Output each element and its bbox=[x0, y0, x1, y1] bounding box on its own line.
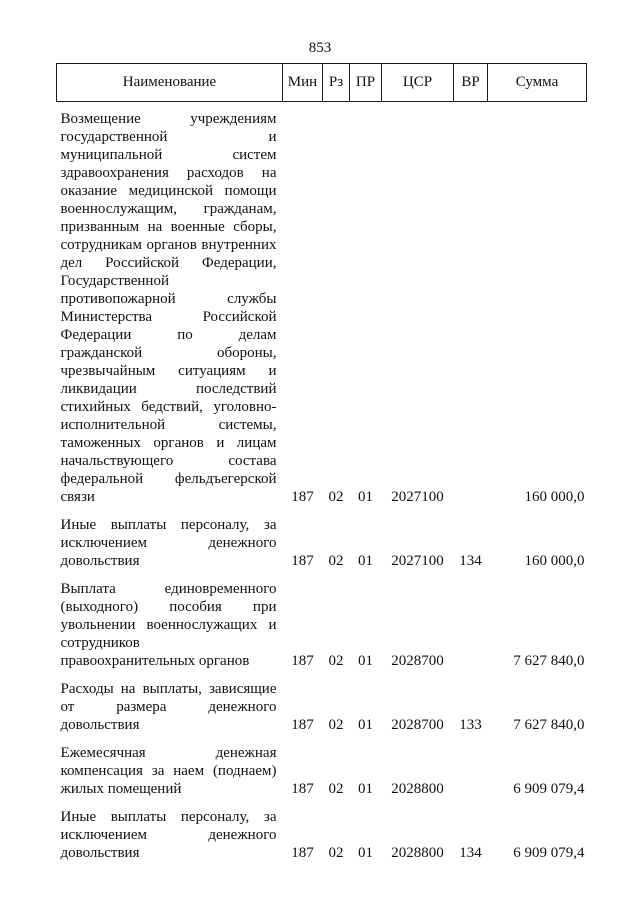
row-vr bbox=[454, 102, 488, 507]
row-min: 187 bbox=[291, 489, 314, 505]
row-min: 187 bbox=[291, 553, 314, 569]
row-rz: 02 bbox=[328, 489, 344, 505]
row-name: Выплата единовременного (выходного) пособия при увольнении военнослужащих и сотрудников правоохранительных органов bbox=[60, 581, 277, 669]
table-row bbox=[57, 744, 587, 798]
row-name: Расходы на выплаты, зависящие от размера денежного довольствия bbox=[60, 681, 277, 733]
row-vr bbox=[454, 744, 488, 798]
table-header bbox=[57, 64, 587, 102]
row-vr bbox=[454, 580, 488, 670]
header-min: Мин bbox=[283, 64, 323, 102]
row-csr: 2028800 bbox=[391, 781, 444, 797]
page-number: 853 bbox=[308, 40, 332, 56]
row-sum: 7 627 840,0 bbox=[513, 717, 585, 733]
row-pr: 01 bbox=[358, 489, 373, 505]
row-rz: 02 bbox=[328, 845, 344, 861]
row-rz: 02 bbox=[328, 781, 344, 797]
table-row bbox=[57, 808, 587, 862]
row-spacer bbox=[57, 734, 587, 744]
row-sum: 6 909 079,4 bbox=[513, 781, 585, 797]
row-name: Иные выплаты персоналу, за исключением денежного довольствия bbox=[60, 809, 277, 861]
row-vr: 133 bbox=[459, 717, 482, 733]
row-min: 187 bbox=[291, 717, 314, 733]
row-name: Иные выплаты персоналу, за исключением денежного довольствия bbox=[60, 517, 277, 569]
row-csr: 2027100 bbox=[391, 489, 444, 505]
row-sum: 7 627 840,0 bbox=[513, 653, 585, 669]
row-vr: 134 bbox=[459, 553, 482, 569]
row-rz: 02 bbox=[328, 653, 344, 669]
row-name: Возмещение учреждениям государственной и муниципальной систем здравоохранения расходов на оказание медицинской помощи военнослужащим, гражданам, призванным на военные сборы, сотрудникам органов внутренних дел Российской Федерации, Государственной противопожарной службы Министерства Российской Федерации по делам гражданской обороны, чрезвычайным ситуациям и ликвидации последствий стихийных бедствий, уголовно-исполнительной системы, таможенных органов и лицам начальствующего состава федеральной фельдъегерской связи bbox=[60, 111, 277, 505]
row-name: Ежемесячная денежная компенсация за наем (поднаем) жилых помещений bbox=[60, 745, 277, 797]
header-sum: Сумма bbox=[488, 64, 587, 102]
row-rz: 02 bbox=[328, 553, 344, 569]
row-pr: 01 bbox=[358, 553, 373, 569]
row-csr: 2028800 bbox=[391, 845, 444, 861]
budget-table bbox=[56, 63, 587, 862]
header-name: Наименование bbox=[57, 64, 283, 102]
row-min: 187 bbox=[291, 653, 314, 669]
table-row bbox=[57, 516, 587, 570]
row-rz: 02 bbox=[328, 717, 344, 733]
row-pr: 01 bbox=[358, 781, 373, 797]
row-spacer bbox=[57, 570, 587, 580]
table-body bbox=[57, 102, 587, 863]
table-row bbox=[57, 580, 587, 670]
row-vr: 134 bbox=[459, 845, 482, 861]
row-csr: 2028700 bbox=[391, 653, 444, 669]
row-spacer bbox=[57, 506, 587, 516]
row-spacer bbox=[57, 798, 587, 808]
row-csr: 2027100 bbox=[391, 553, 444, 569]
table-row bbox=[57, 102, 587, 507]
table-row bbox=[57, 680, 587, 734]
header-vr: ВР bbox=[454, 64, 488, 102]
header-rz: Рз bbox=[323, 64, 350, 102]
row-sum: 6 909 079,4 bbox=[513, 845, 585, 861]
row-spacer bbox=[57, 670, 587, 680]
row-min: 187 bbox=[291, 845, 314, 861]
row-pr: 01 bbox=[358, 717, 373, 733]
row-min: 187 bbox=[291, 781, 314, 797]
row-sum: 160 000,0 bbox=[524, 553, 585, 569]
header-pr: ПР bbox=[350, 64, 382, 102]
row-sum: 160 000,0 bbox=[524, 489, 585, 505]
row-csr: 2028700 bbox=[391, 717, 444, 733]
row-pr: 01 bbox=[358, 653, 373, 669]
row-pr: 01 bbox=[358, 845, 373, 861]
header-csr: ЦСР bbox=[382, 64, 454, 102]
